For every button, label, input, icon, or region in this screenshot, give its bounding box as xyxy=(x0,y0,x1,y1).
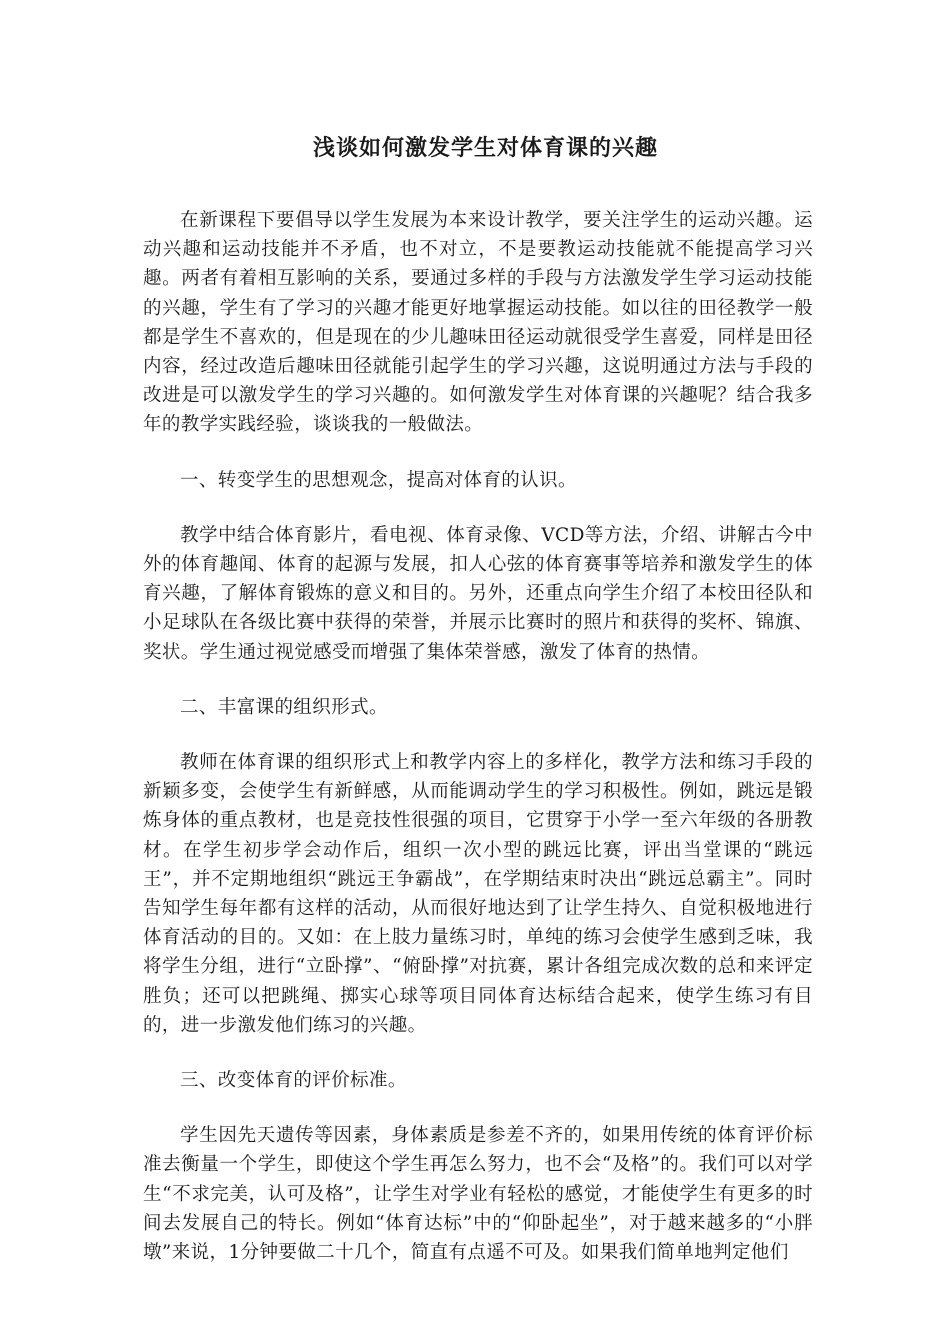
intro-paragraph: 在新课程下要倡导以学生发展为本来设计教学，要关注学生的运动兴趣。运动兴趣和运动技能并不矛盾，也不对立，不是要教运动技能就不能提高学习兴趣。两者有着相互影响的关系，要通过多样的手段与方法激发学生学习运动技能的兴趣，学生有了学习的兴趣才能更好地掌握运动技能。如以往的田径教学一般都是学生不喜欢的，但是现在的少儿趣味田径运动就很受学生喜爱，同样是田径内容，经过改造后趣味田径就能引起学生的学习兴趣，这说明通过方法与手段的改进是可以激发学生的学习兴趣的。如何激发学生对体育课的兴趣呢？结合我多年的教学实践经验，谈谈我的一般做法。 xyxy=(143,210,813,436)
section-heading-3: 三、改变体育的评价标准。 xyxy=(180,1070,407,1092)
section-body-2: 教师在体育课的组织形式上和教学内容上的多样化，教学方法和练习手段的新颖多变，会使学生有新鲜感，从而能调动学生的学习积极性。例如，跳远是锻炼身体的重点教材，也是竞技性很强的项目，它贯穿于小学一至六年级的各册教材。在学生初步学会动作后，组织一次小型的跳远比赛，评出当堂课的“跳远王”，并不定期地组织“跳远王争霸战”，在学期结束时决出“跳远总霸主”。同时告知学生每年都有这样的活动，从而很好地达到了让学生持久、自觉积极地进行体育活动的目的。又如：在上肢力量练习时，单纯的练习会使学生感到乏味，我将学生分组，进行“立卧撑”、“俯卧撑”对抗赛，累计各组完成次数的总和来评定胜负；还可以把跳绳、掷实心球等项目同体育达标结合起来，使学生练习有目的，进一步激发他们练习的兴趣。 xyxy=(143,752,813,1036)
section-heading-1: 一、转变学生的思想观念，提高对体育的认识。 xyxy=(180,469,577,491)
section-body-1: 教学中结合体育影片，看电视、体育录像、VCD等方法，介绍、讲解古今中外的体育趣闻、体育的起源与发展，扣人心弦的体育赛事等培养和激发学生的体育兴趣，了解体育锻炼的意义和目的。另外，还重点向学生介绍了本校田径队和小足球队在各级比赛中获得的荣誉，并展示比赛时的照片和获得的奖杯、锦旗、奖状。学生通过视觉感受而增强了集体荣誉感，激发了体育的热情。 xyxy=(143,524,813,663)
document-title: 浅谈如何激发学生对体育课的兴趣 xyxy=(313,135,659,161)
document-page xyxy=(143,128,813,1293)
section-body-3: 学生因先天遗传等因素，身体素质是参差不齐的，如果用传统的体育评价标准去衡量一个学生，即使这个学生再怎么努力，也不会“及格”的。我们可以对学生“不求完美，认可及格”，让学生对学业有轻松的感觉，才能使学生有更多的时间去发展自己的特长。例如“体育达标”中的“仰卧起坐”，对于越来越多的“小胖墩”来说，1分钟要做二十几个，简直有点遥不可及。如果我们简单地判定他们 xyxy=(143,1125,813,1264)
section-heading-2: 二、丰富课的组织形式。 xyxy=(180,696,388,718)
